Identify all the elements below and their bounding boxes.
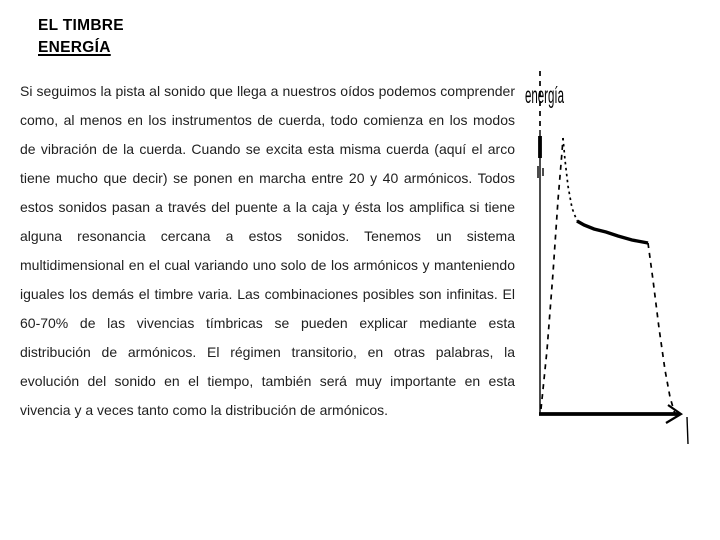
y-axis-label: energía — [525, 82, 565, 108]
envelope-curve-drawing — [520, 60, 706, 462]
chart-segment-decay — [563, 138, 577, 221]
chart-segment-release — [648, 243, 678, 420]
slide-title: EL TIMBRE — [38, 17, 124, 34]
slide-subtitle: ENERGÍA — [38, 39, 111, 56]
chart-segment-sustain — [577, 221, 648, 243]
title-block — [38, 16, 124, 57]
energy-envelope-chart — [520, 60, 706, 462]
chart-segment-attack — [541, 138, 563, 409]
chart-segment-tail-mark — [687, 417, 688, 444]
body-paragraph: Si seguimos la pista al sonido que llega a nuestros oídos podemos comprender como, al menos en los instrumentos de cuerda, todo comienza en los modos de vibración de la cuerda. Cuando se excita esta misma cuerda (aquí el arco tiene mucho que decir) se ponen en marcha entre 20 y 40 armónicos. Todos estos sonidos pasan a través del puente a la caja y ésta los amplifica si tiene alguna resonancia cercana a estos sonidos. Tenemos un sistema multidimensional en el cual variando uno solo de los armónicos y manteniendo iguales los demás el timbre varia. Las combinaciones posibles son infinitas. El 60-70% de las vivencias tímbricas se pueden explicar mediante esta distribución de armónicos. El régimen transitorio, en otras palabras, la evolución del sonido en el tiempo, también será muy importante en esta vivencia y a veces tanto como la distribución de armónicos. — [20, 83, 515, 418]
